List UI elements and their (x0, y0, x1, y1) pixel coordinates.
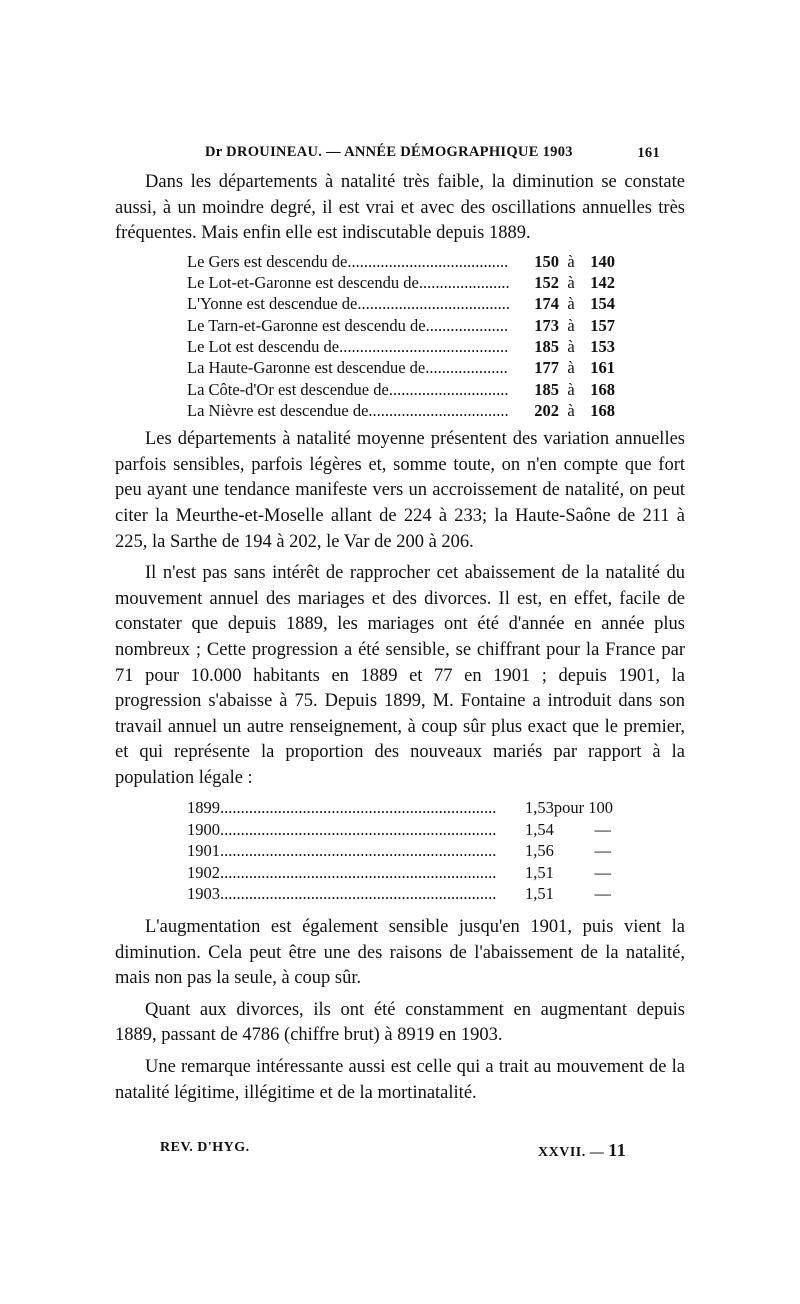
rate-to: 142 (590, 273, 615, 293)
range-separator: à (567, 315, 575, 335)
department-label: La Nièvre est descendue de (187, 400, 369, 420)
range-separator: à (567, 273, 575, 293)
signature-number: 11 (608, 1140, 627, 1160)
rate-from: 185 (534, 336, 559, 356)
table-row (187, 357, 615, 378)
department-label: Le Gers est descendu de (187, 251, 348, 271)
rate-from: 185 (534, 379, 559, 399)
volume-number: XXVII. (538, 1145, 586, 1160)
department-label: Le Lot est descendu de (187, 336, 340, 356)
paragraph-augmentation: L'augmentation est également sensible jusqu'en 1901, puis vient la diminution. Cela peut être une des raisons de l'abaissement de la natalité, mais non pas la seule, à coup sûr. (115, 916, 685, 989)
table-row (187, 819, 611, 841)
year-label: 1902 (187, 862, 220, 882)
rate-value: 1,53 (525, 798, 554, 818)
range-separator: à (567, 379, 575, 399)
range-separator: à (567, 358, 575, 378)
year-label: 1899 (187, 798, 220, 818)
department-label: L'Yonne est descendue de (187, 294, 358, 314)
rate-to: 168 (590, 400, 615, 420)
rate-value: 1,56 (525, 841, 554, 861)
rate-to: 157 (590, 315, 615, 335)
rate-from: 173 (534, 315, 559, 335)
leader-dots (347, 251, 509, 272)
running-head-title: Dr DROUINEAU. — ANNÉE DÉMOGRAPHIQUE 1903 (205, 144, 573, 160)
rate-from: 202 (534, 400, 559, 420)
rate-to: 140 (590, 251, 615, 271)
department-label: Le Tarn-et-Garonne est descendu de (187, 315, 426, 335)
ditto-dash: — (594, 862, 611, 882)
rate-from: 174 (534, 294, 559, 314)
page-number: 161 (637, 145, 660, 161)
paragraph-marriages: Il n'est pas sans intérêt de rapprocher cet abaissement de la natalité du mouvement annuel des mariages et des divorces. Il est, en effet, facile de constater que depuis 1889, les mariages ont été d'année en année plus nombreux ; Cette progression a été sensible, se chiffrant pour la France par 71 pour 10.000 habitants en 1889 et 77 en 1901 ; depuis 1901, la progression s'abaisse à 75. Depuis 1899, M. Fontaine a introduit dans son travail annuel un autre renseignement, à coup sûr plus exact que le premier, et qui représente la proportion des nouveaux mariés par rapport à la population légale : (115, 563, 685, 788)
leader-dots (220, 862, 497, 884)
leader-dots (220, 819, 497, 841)
rate-to: 168 (590, 379, 615, 399)
paragraph-legitimacy: Une remarque intéressante aussi est celle qui a trait au mouvement de la natalité légitime, illégitime et de la mortinatalité. (115, 1056, 685, 1103)
table-row (187, 336, 615, 357)
table-row (187, 293, 615, 314)
rate-value: 1,54 (525, 819, 554, 839)
year-label: 1903 (187, 884, 220, 904)
leader-dots (425, 357, 509, 378)
marriage-rate-table (187, 797, 611, 905)
ditto-dash: — (594, 841, 611, 861)
rate-from: 152 (534, 273, 559, 293)
table-row (187, 315, 615, 336)
paragraph-medium-natality: Les départements à natalité moyenne présentent des variation annuelles parfois sensibles, parfois légères et, somme toute, on n'en compte que fort peu ayant une tendance manifeste vers un accroissement de natalité, on peut citer la Meurthe-et-Moselle allant de 224 à 233; la Haute-Saône de 211 à 225, la Sarthe de 194 à 202, le Var de 200 à 206. (115, 429, 685, 552)
rate-value: 1,51 (525, 862, 554, 882)
journal-abbreviation: REV. D'HYG. (160, 1140, 250, 1155)
leader-dots (220, 797, 497, 819)
table-row (187, 400, 615, 421)
table-row (187, 379, 615, 400)
signature-dash: — (589, 1145, 605, 1160)
table-row (187, 862, 611, 884)
leader-dots (426, 315, 509, 336)
table-row (187, 883, 611, 905)
rate-unit: pour 100 (553, 798, 613, 818)
leader-dots (389, 379, 509, 400)
leader-dots (368, 400, 509, 421)
leader-dots (220, 840, 497, 862)
rate-from: 177 (534, 358, 559, 378)
rate-to: 154 (590, 294, 615, 314)
table-row (187, 797, 611, 819)
ditto-dash: — (594, 819, 611, 839)
body-text (115, 170, 685, 1106)
paragraph-low-natality: Dans les départements à natalité très faible, la diminution se constate aussi, à un moindre degré, il est vrai et avec des oscillations annuelles très fréquentes. Mais enfin elle est indiscutable depuis 1889. (115, 172, 685, 244)
range-separator: à (567, 336, 575, 356)
leader-dots (357, 293, 509, 314)
department-decline-table (187, 251, 615, 421)
leader-dots (220, 883, 497, 905)
rate-to: 161 (590, 358, 615, 378)
leader-dots (419, 272, 509, 293)
running-head (205, 144, 660, 161)
department-label: La Haute-Garonne est descendue de (187, 358, 426, 378)
range-separator: à (567, 294, 575, 314)
range-separator: à (567, 400, 575, 420)
year-label: 1900 (187, 819, 220, 839)
year-label: 1901 (187, 841, 220, 861)
signature-mark (538, 1140, 626, 1161)
ditto-dash: — (594, 884, 611, 904)
table-row (187, 251, 615, 272)
paragraph-divorces: Quant aux divorces, ils ont été constamment en augmentant depuis 1889, passant de 4786 (chiffre brut) à 8919 en 1903. (115, 999, 685, 1046)
rate-from: 150 (534, 251, 559, 271)
rate-to: 153 (590, 336, 615, 356)
rate-value: 1,51 (525, 884, 554, 904)
department-label: La Côte-d'Or est descendue de (187, 379, 389, 399)
table-row (187, 840, 611, 862)
table-row (187, 272, 615, 293)
department-label: Le Lot-et-Garonne est descendu de (187, 273, 419, 293)
leader-dots (339, 336, 509, 357)
range-separator: à (567, 251, 575, 271)
